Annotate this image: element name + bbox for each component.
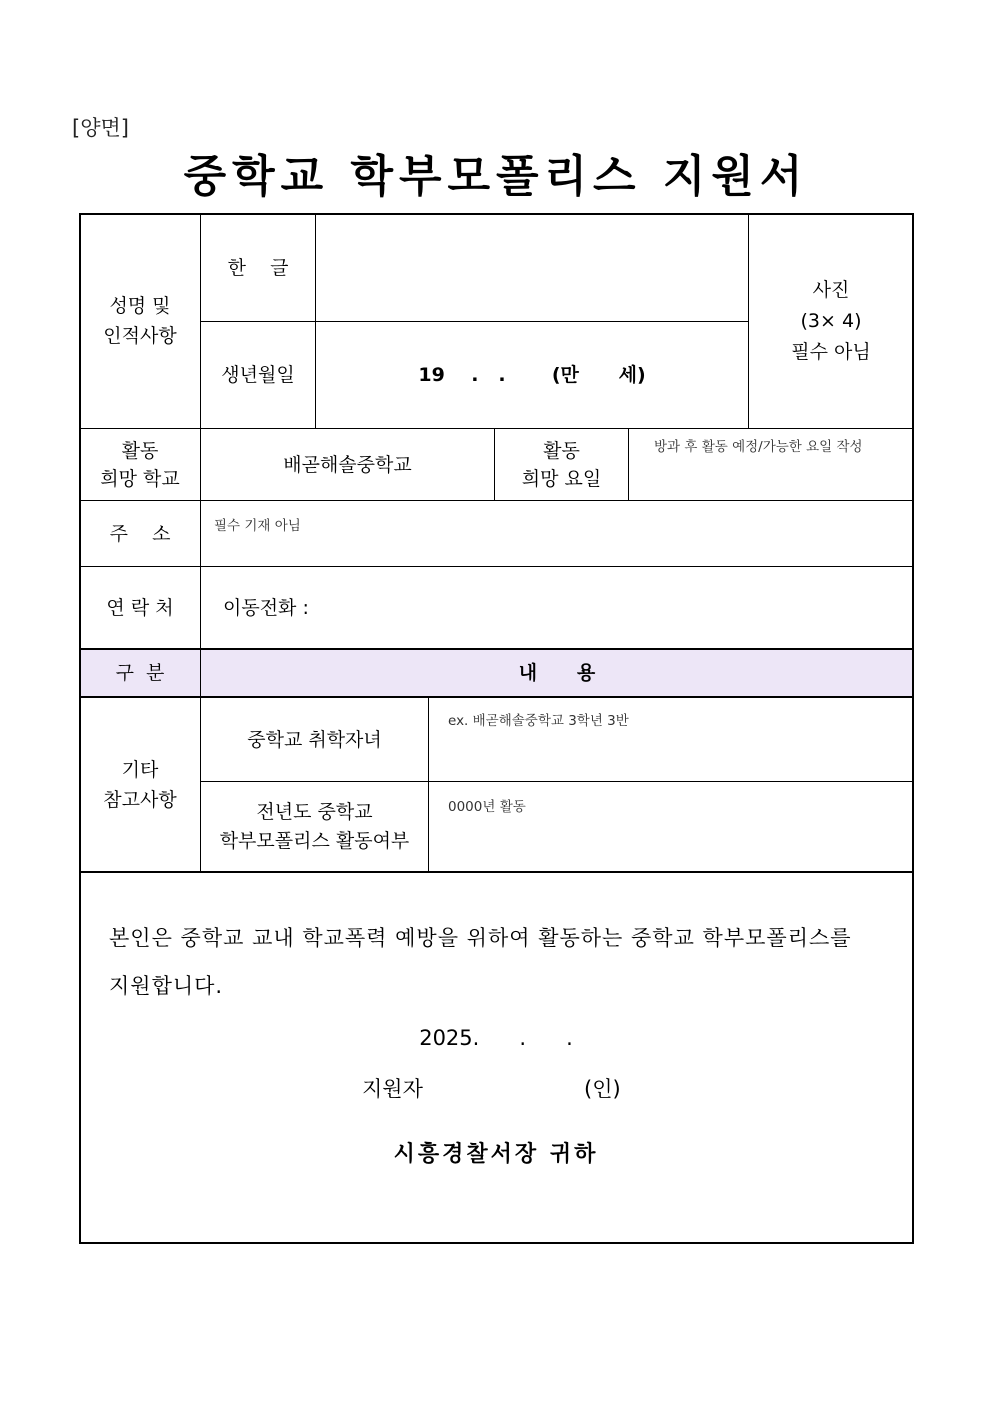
application-date[interactable]: 2025. . . xyxy=(419,1026,573,1050)
personal-section-label xyxy=(80,214,200,428)
birth-date-label: 생년월일 xyxy=(221,364,295,386)
photo-note: 필수 아님 xyxy=(791,340,871,363)
enrolled-child-hint[interactable]: ex. 배곧해솔중학교 3학년 3반 xyxy=(448,713,629,729)
page-title: 중학교 학부모폴리스 지원서 xyxy=(183,151,809,202)
previous-activity-label-line-2: 학부모폴리스 활동여부 xyxy=(219,829,410,852)
photo-box[interactable] xyxy=(749,214,913,428)
declaration-line-2: 지원합니다. xyxy=(109,974,224,998)
address-hint[interactable]: 필수 기재 아님 xyxy=(214,518,301,534)
name-field[interactable] xyxy=(316,214,748,321)
recipient-line: 시흥경찰서장 귀하 xyxy=(393,1142,599,1167)
row-divider xyxy=(80,500,913,501)
previous-activity-label xyxy=(201,782,428,871)
photo-label: 사진 xyxy=(812,278,850,301)
form-side-label: [양면] xyxy=(72,116,129,140)
desired-school-value: 배곧해솔중학교 xyxy=(283,453,412,476)
photo-size: (3× 4) xyxy=(800,309,862,332)
column-divider xyxy=(628,428,629,500)
other-notes-label xyxy=(80,698,200,871)
other-notes-label-line-1: 기타 xyxy=(121,758,159,781)
birth-date-field[interactable]: 19 . . (만 세) xyxy=(418,364,646,386)
row-divider xyxy=(80,871,913,873)
personal-section-label-line-1: 성명 및 xyxy=(109,295,171,317)
name-label: 한 글 xyxy=(227,256,289,279)
address-label: 주 소 xyxy=(109,522,171,545)
other-notes-label-line-2: 참고사항 xyxy=(103,788,177,811)
content-header: 내 용 xyxy=(518,662,596,684)
previous-activity-hint[interactable]: 0000년 활동 xyxy=(448,799,526,815)
mobile-phone-field[interactable]: 이동전화 : xyxy=(223,597,309,619)
desired-school-label xyxy=(80,429,200,500)
applicant-label: 지원자 xyxy=(362,1077,423,1101)
contact-label: 연 락 처 xyxy=(106,596,174,619)
enrolled-child-label: 중학교 취학자녀 xyxy=(247,728,382,751)
desired-day-hint[interactable]: 방과 후 활동 예정/가능한 요일 작성 xyxy=(654,439,863,455)
row-divider xyxy=(80,566,913,567)
category-header: 구 분 xyxy=(115,662,165,684)
seal-mark[interactable]: (인) xyxy=(584,1077,621,1101)
declaration-line-1: 본인은 중학교 교내 학교폭력 예방을 위하여 활동하는 중학교 학부모폴리스를 xyxy=(109,926,852,950)
desired-day-label-line-1: 활동 xyxy=(543,439,580,462)
personal-section-label-line-2: 인적사항 xyxy=(103,325,177,347)
column-divider xyxy=(428,696,429,871)
desired-school-label-line-1: 활동 xyxy=(121,439,159,462)
desired-school-label-line-2: 희망 학교 xyxy=(100,467,180,490)
desired-day-label-line-2: 희망 요일 xyxy=(521,467,602,490)
desired-day-label xyxy=(495,429,628,500)
previous-activity-label-line-1: 전년도 중학교 xyxy=(256,800,373,823)
